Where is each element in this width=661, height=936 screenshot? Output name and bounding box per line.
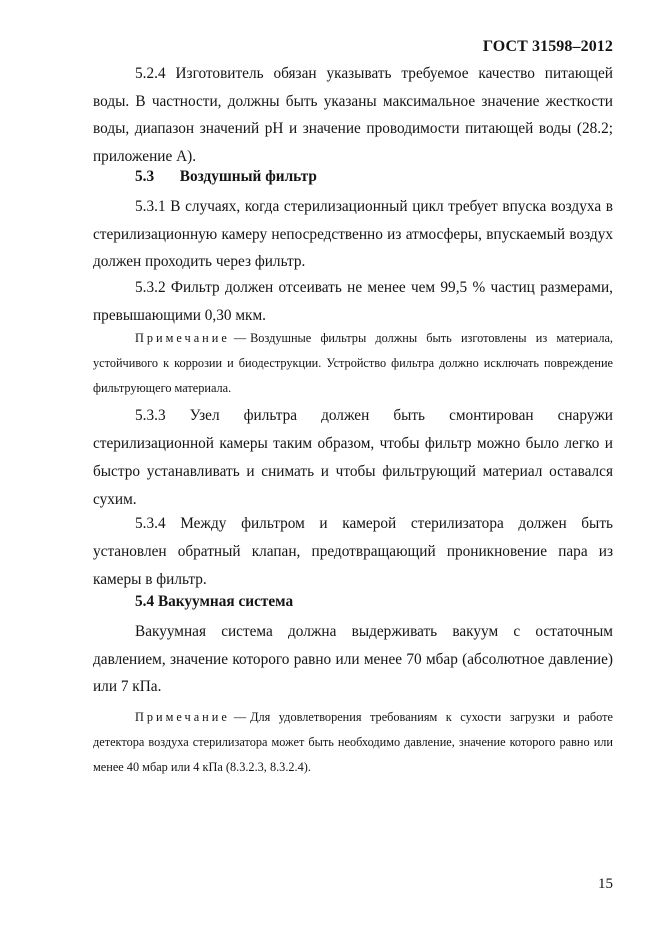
paragraph-5-2-4: 5.2.4 Изготовитель обязан указывать требуемое качество питающей воды. В частности, должны быть указаны максимальное значение жесткости воды, диапазон значений pH и значение проводимости питающей воды (28.2; приложение А). bbox=[93, 65, 613, 165]
paragraph-5-3-1: 5.3.1 В случаях, когда стерилизационный цикл требует впуска воздуха в стерилизационную камеру непосредственно из атмосферы, впускаемый воздух должен проходить через фильтр. bbox=[93, 198, 613, 270]
section-number: 5.3 bbox=[135, 168, 155, 185]
section-heading-5-3 bbox=[135, 168, 317, 186]
section-heading-5-4: 5.4 Вакуумная система bbox=[135, 593, 294, 610]
note-dash: — bbox=[233, 331, 247, 345]
note-text: Для удовлетворения требованиям к сухости загрузки и работе детектора воздуха стерилизатора может быть необходимо давление, значение которого равно или менее 40 мбар или 4 кПа (8.3.2.3, 8.3.2.4). bbox=[93, 710, 613, 774]
paragraph-5-3-2: 5.3.2 Фильтр должен отсеивать не менее чем 99,5 % частиц размерами, превышающими 0,30 мкм. bbox=[93, 279, 613, 324]
section-title: Воздушный фильтр bbox=[179, 168, 317, 185]
paragraph-5-3-4: 5.3.4 Между фильтром и камерой стерилизатора должен быть установлен обратный клапан, предотвращающий проникновение пара из камеры в фильтр. bbox=[93, 515, 613, 588]
note-1 bbox=[93, 326, 613, 401]
paragraph-5-4: Вакуумная система должна выдерживать вакуум с остаточным давлением, значение которого равно или менее 70 мбар (абсолютное давление) или 7 кПа. bbox=[93, 623, 613, 695]
paragraph-5-3-3: 5.3.3 Узел фильтра должен быть смонтирован снаружи стерилизационной камеры таким образом, чтобы фильтр можно было легко и быстро устанавливать и снимать и чтобы фильтрующий материал оставался сухим. bbox=[93, 407, 613, 508]
note-text: Воздушные фильтры должны быть изготовлены из материала, устойчивого к коррозии и биодеструкции. Устройство фильтра должно исключать повреждение фильтрующего материала. bbox=[93, 331, 613, 395]
note-dash: — bbox=[233, 710, 247, 724]
note-2 bbox=[93, 705, 613, 780]
page-number: 15 bbox=[598, 876, 613, 892]
note-label: Примечание bbox=[135, 331, 230, 345]
document-header-id: ГОСТ 31598–2012 bbox=[482, 38, 613, 55]
note-label: Примечание bbox=[135, 710, 230, 724]
